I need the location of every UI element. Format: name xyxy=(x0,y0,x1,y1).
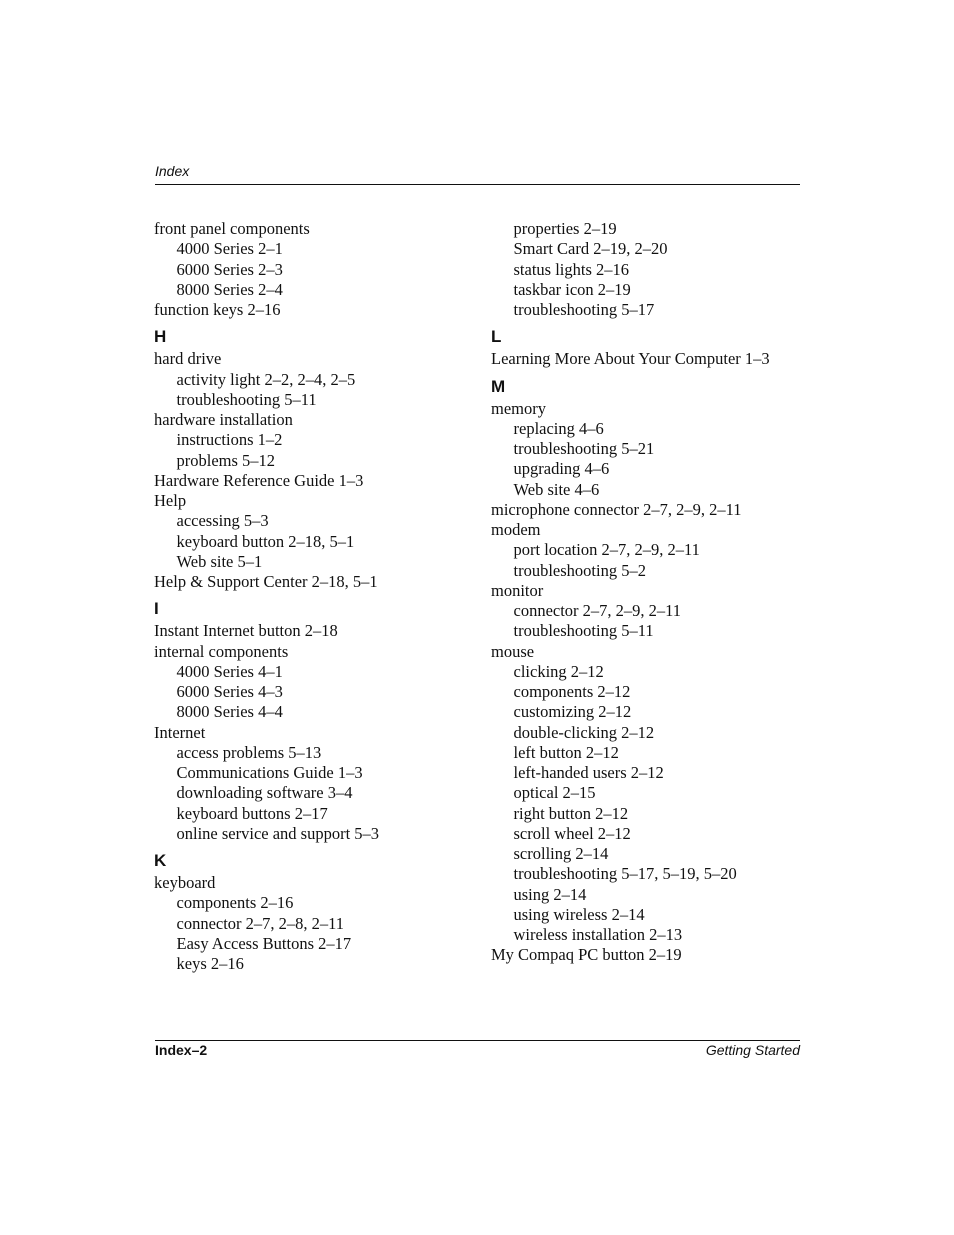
index-entry: internal components xyxy=(154,641,289,661)
index-subentry: access problems 5–13 xyxy=(176,742,322,762)
index-subentry: troubleshooting 5–11 xyxy=(513,621,654,641)
index-letter-heading: K xyxy=(154,851,167,870)
index-entry: microphone connector 2–7, 2–9, 2–11 xyxy=(491,499,742,519)
index-subentry: activity light 2–2, 2–4, 2–5 xyxy=(176,369,356,389)
footer-rule xyxy=(155,1040,800,1041)
index-entry: Hardware Reference Guide 1–3 xyxy=(154,470,364,490)
index-subentry: status lights 2–16 xyxy=(513,259,630,279)
footer-page-number: Index–2 xyxy=(155,1042,208,1058)
index-subentry: double-clicking 2–12 xyxy=(513,722,655,742)
index-subentry: wireless installation 2–13 xyxy=(513,925,683,944)
index-subentry: using wireless 2–14 xyxy=(513,904,645,924)
index-subentry: Web site 5–1 xyxy=(176,551,263,571)
index-subentry: troubleshooting 5–17, 5–19, 5–20 xyxy=(513,864,737,884)
index-subentry: Communications Guide 1–3 xyxy=(176,763,363,782)
index-letter-heading: L xyxy=(491,327,502,347)
index-entry: Learning More About Your Computer 1–3 xyxy=(491,349,770,369)
index-subentry: clicking 2–12 xyxy=(513,661,604,681)
index-entry: memory xyxy=(491,398,546,418)
index-entry: Help & Support Center 2–18, 5–1 xyxy=(154,572,378,591)
index-letter-heading: H xyxy=(154,327,167,347)
index-subentry: 6000 Series 2–3 xyxy=(176,259,283,279)
index-subentry: online service and support 5–3 xyxy=(176,823,380,843)
index-letter-heading: M xyxy=(491,376,506,396)
header-rule xyxy=(155,184,800,185)
index-column-right xyxy=(491,219,821,966)
index-subentry: optical 2–15 xyxy=(513,783,596,803)
index-subentry: troubleshooting 5–2 xyxy=(513,560,646,580)
index-subentry: properties 2–19 xyxy=(513,219,617,238)
index-subentry: troubleshooting 5–21 xyxy=(513,439,655,458)
index-entry: monitor xyxy=(491,580,544,600)
index-subentry: components 2–12 xyxy=(513,682,631,701)
index-subentry: Web site 4–6 xyxy=(513,479,600,499)
index-subentry: left-handed users 2–12 xyxy=(513,763,664,782)
index-subentry: instructions 1–2 xyxy=(176,430,283,450)
index-subentry: keyboard buttons 2–17 xyxy=(176,803,328,823)
index-subentry: Smart Card 2–19, 2–20 xyxy=(513,239,668,259)
index-column-left xyxy=(154,219,484,974)
index-subentry: left button 2–12 xyxy=(513,742,619,762)
index-letter-heading: I xyxy=(154,599,159,619)
index-subentry: 6000 Series 4–3 xyxy=(176,682,283,701)
index-subentry: Easy Access Buttons 2–17 xyxy=(176,933,352,953)
index-entry: hard drive xyxy=(154,349,222,369)
index-subentry: port location 2–7, 2–9, 2–11 xyxy=(513,540,700,560)
index-entry: function keys 2–16 xyxy=(154,300,281,319)
index-subentry: problems 5–12 xyxy=(176,450,276,470)
running-header: Index xyxy=(155,163,190,179)
footer-book-title: Getting Started xyxy=(705,1042,800,1058)
index-subentry: taskbar icon 2–19 xyxy=(513,279,631,299)
index-subentry: keyboard button 2–18, 5–1 xyxy=(176,531,355,551)
index-entry: mouse xyxy=(491,641,535,661)
index-subentry: 4000 Series 2–1 xyxy=(176,239,283,259)
index-subentry: connector 2–7, 2–8, 2–11 xyxy=(176,913,345,933)
index-subentry: 4000 Series 4–1 xyxy=(176,661,283,681)
index-entry: My Compaq PC button 2–19 xyxy=(491,945,682,965)
index-subentry: 8000 Series 2–4 xyxy=(176,279,283,299)
index-entry: Internet xyxy=(154,722,206,742)
index-subentry: 8000 Series 4–4 xyxy=(176,702,283,722)
index-entry: front panel components xyxy=(154,219,310,238)
index-entry: modem xyxy=(491,520,541,539)
index-subentry: downloading software 3–4 xyxy=(176,783,353,803)
index-subentry: replacing 4–6 xyxy=(513,418,604,438)
index-subentry: connector 2–7, 2–9, 2–11 xyxy=(513,601,682,620)
index-subentry: right button 2–12 xyxy=(513,803,629,823)
index-subentry: troubleshooting 5–11 xyxy=(176,389,317,409)
index-subentry: troubleshooting 5–17 xyxy=(513,300,655,319)
index-subentry: customizing 2–12 xyxy=(513,702,632,722)
index-subentry: components 2–16 xyxy=(176,893,294,913)
index-entry: Help xyxy=(154,491,187,510)
index-subentry: accessing 5–3 xyxy=(176,511,269,531)
index-subentry: using 2–14 xyxy=(513,884,587,904)
index-entry: hardware installation xyxy=(154,410,293,429)
index-subentry: scroll wheel 2–12 xyxy=(513,823,631,843)
index-subentry: upgrading 4–6 xyxy=(513,459,610,479)
index-subentry: scrolling 2–14 xyxy=(513,844,609,863)
index-entry: keyboard xyxy=(154,873,216,892)
index-subentry: keys 2–16 xyxy=(176,954,244,973)
index-entry: Instant Internet button 2–18 xyxy=(154,621,338,641)
